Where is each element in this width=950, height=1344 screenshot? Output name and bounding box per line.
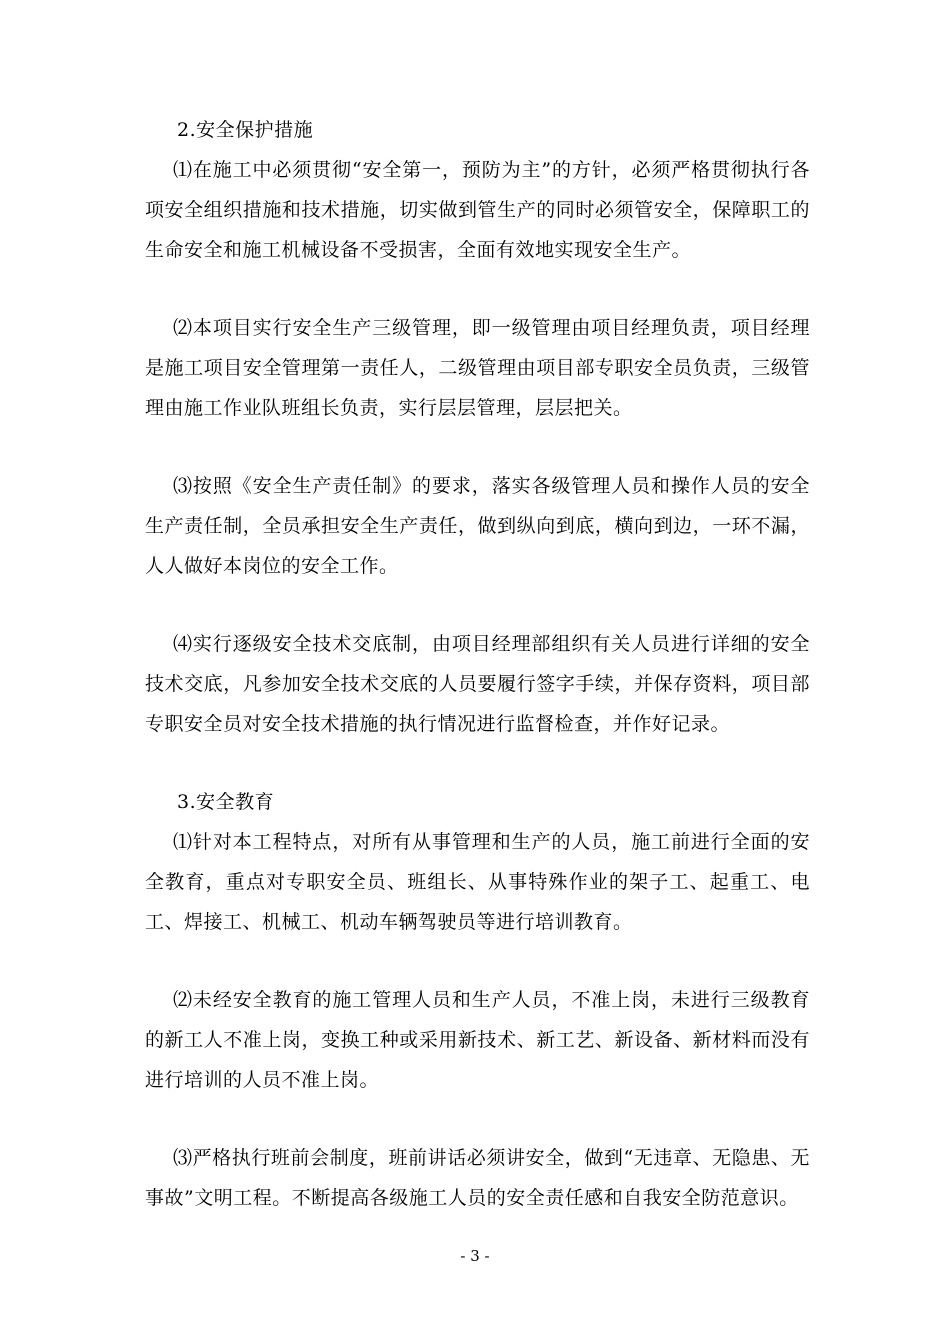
paragraph-3-3: ⑶严格执行班前会制度，班前讲话必须讲安全，做到“无违章、无隐患、无事故”文明工程。不断提高各级施工人员的安全责任感和自我安全防范意识。: [145, 1147, 810, 1209]
paragraph-3-1: ⑴针对本工程特点，对所有从事管理和生产的人员，施工前进行全面的安全教育，重点对专职安全员、班组长、从事特殊作业的架子工、起重工、电工、焊接工、机械工、机动车辆驾驶员等进行培训教育。: [145, 831, 810, 933]
section-heading-safety-measures: 2.安全保护措施: [177, 119, 314, 141]
paragraph-2-2: ⑵本项目实行安全生产三级管理，即一级管理由项目经理负责，项目经理是施工项目安全管理第一责任人，二级管理由项目部专职安全员负责，三级管理由施工作业队班组长负责，实行层层管理，层层把关。: [145, 317, 810, 419]
paragraph-gap: [145, 942, 810, 980]
paragraph-gap: [145, 270, 810, 308]
paragraph-gap: [145, 744, 810, 782]
paragraph-3-2: ⑵未经安全教育的施工管理人员和生产人员，不准上岗，未进行三级教育的新工人不准上岗，变换工种或采用新技术、新工艺、新设备、新材料而没有进行培训的人员不准上岗。: [145, 989, 810, 1091]
page-number: - 3 -: [460, 1247, 490, 1265]
paragraph-2-4: ⑷实行逐级安全技术交底制，由项目经理部组织有关人员进行详细的安全技术交底，凡参加安全技术交底的人员要履行签字手续，并保存资料，项目部专职安全员对安全技术措施的执行情况进行监督检查，并作好记录。: [145, 633, 810, 735]
paragraph-2-1: ⑴在施工中必须贯彻“安全第一，预防为主”的方针，必须严格贯彻执行各项安全组织措施和技术措施，切实做到管生产的同时必须管安全，保障职工的生命安全和施工机械设备不受损害，全面有效地实现安全生产。: [145, 159, 810, 261]
paragraph-gap: [145, 586, 810, 624]
paragraph-2-3: ⑶按照《安全生产责任制》的要求，落实各级管理人员和操作人员的安全生产责任制，全员承担安全生产责任，做到纵向到底，横向到边，一环不漏，人人做好本岗位的安全工作。: [145, 475, 810, 577]
section-heading-safety-education: 3.安全教育: [177, 791, 275, 813]
paragraph-gap: [145, 1100, 810, 1138]
paragraph-gap: [145, 428, 810, 466]
document-body: [145, 110, 810, 1218]
